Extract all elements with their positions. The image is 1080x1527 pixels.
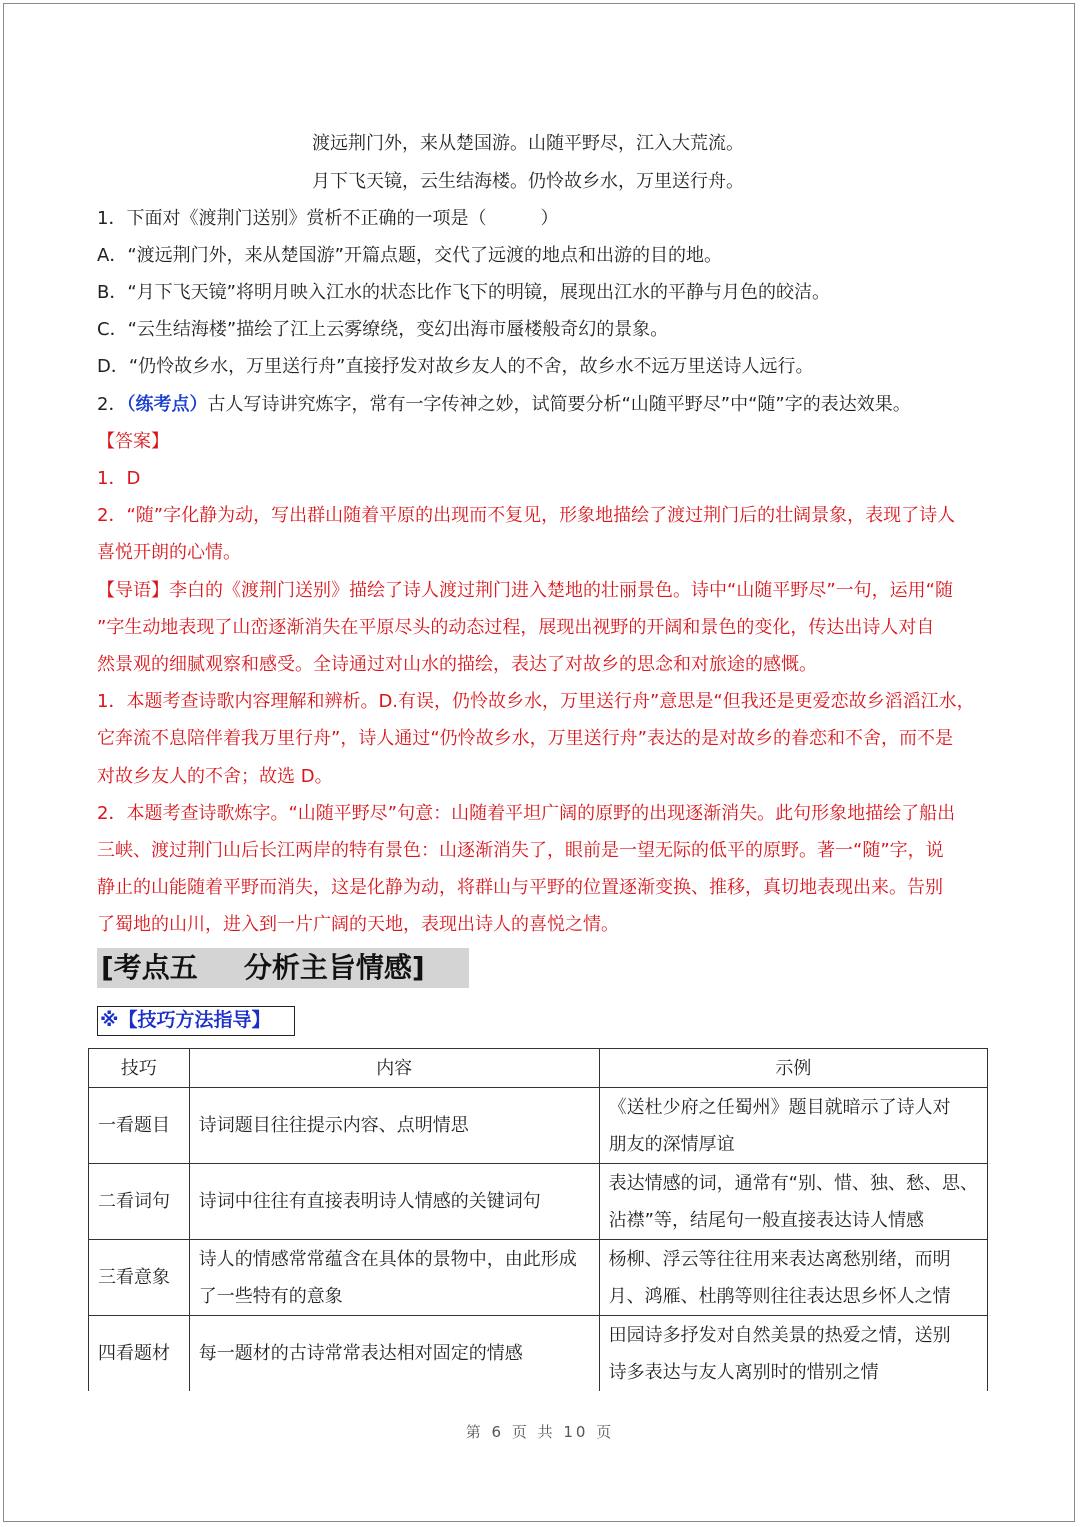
table-cell-example xyxy=(599,1240,987,1316)
question-2 xyxy=(97,393,911,417)
table-header-content: 内容 xyxy=(189,1049,599,1088)
answer-line-3: 喜悦开朗的心情。 xyxy=(97,542,241,563)
table-header-row xyxy=(89,1049,988,1088)
table-cell-example xyxy=(599,1088,987,1164)
option-b: B．“月下飞天镜”将明月映入江水的状态比作飞下的明镜，展现出江水的平静与月色的皎洁。 xyxy=(97,282,830,303)
poem-line-2: 月下飞天镜，云生结海楼。仍怜故乡水，万里送行舟。 xyxy=(312,171,744,192)
guide-line-4: 1．本题考查诗歌内容理解和辨析。D.有误，仍怜故乡水，万里送行舟”意思是“但我还是更爱恋故乡滔滔江水， xyxy=(97,691,975,712)
table-row xyxy=(89,1316,988,1392)
section-heading-part2: 分析主旨情感] xyxy=(243,951,425,984)
cell-text: 沾襟”等，结尾句一般直接表达诗人情感 xyxy=(608,1209,924,1231)
table-cell-example xyxy=(599,1316,987,1392)
table-header-example: 示例 xyxy=(599,1049,987,1088)
section-heading xyxy=(101,950,425,986)
guide-line-1: 【导语】李白的《渡荆门送别》描绘了诗人渡过荆门进入楚地的壮丽景色。诗中“山随平野尽”一句，运用“随 xyxy=(97,580,953,601)
cell-text: 月、鸿雁、杜鹃等则往往表达思乡怀人之情 xyxy=(608,1285,951,1307)
cell-text: 诗词中往往有直接表明诗人情感的关键词句 xyxy=(198,1191,541,1212)
option-c: C．“云生结海楼”描绘了江上云雾缭绕，变幻出海市蜃楼般奇幻的景象。 xyxy=(97,319,669,340)
table-cell-example xyxy=(599,1164,987,1240)
table-cell-content xyxy=(189,1240,599,1316)
poem-line-1: 渡远荆门外，来从楚国游。山随平野尽，江入大荒流。 xyxy=(312,133,744,154)
guide-line-2: ”字生动地表现了山峦逐渐消失在平原尽头的动态过程，展现出视野的开阔和景色的变化，传达出诗人对自 xyxy=(97,617,935,638)
answer-line-2: 2．“随”字化静为动，写出群山随着平原的出现而不复见，形象地描绘了渡过荆门后的壮阔景象，表现了诗人 xyxy=(97,505,956,526)
cell-text: 诗多表达与友人离别时的惜别之情 xyxy=(608,1361,879,1383)
cell-text: 诗词题目往往提示内容、点明情思 xyxy=(198,1115,469,1136)
question-2-text: 古人写诗讲究炼字，常有一字传神之妙，试简要分析“山随平野尽”中“随”字的表达效果。 xyxy=(207,394,911,415)
guide-line-10: 了蜀地的山川，进入到一片广阔的天地，表现出诗人的喜悦之情。 xyxy=(97,914,619,935)
guide-line-5: 它奔流不息陪伴着我万里行舟”，诗人通过“仍怜故乡水，万里送行舟”表达的是对故乡的眷恋和不舍，而不是 xyxy=(97,728,953,749)
table-cell-skill: 四看题材 xyxy=(89,1316,190,1392)
cell-text: 表达情感的词，通常有“别、惜、独、愁、思、 xyxy=(608,1172,978,1194)
guide-line-8: 三峡、渡过荆门山后长江两岸的特有景色：山逐渐消失了，眼前是一望无际的低平的原野。著一“随”字，说 xyxy=(97,840,944,861)
question-2-tag: （练考点） xyxy=(126,394,208,415)
cell-text: 田园诗多抒发对自然美景的热爱之情，送别 xyxy=(608,1324,951,1346)
table-cell-skill: 一看题目 xyxy=(89,1088,190,1164)
table-cell-content xyxy=(189,1316,599,1392)
answer-line-1: 1．D xyxy=(97,468,141,489)
table-row xyxy=(89,1164,988,1240)
table-cell-skill: 三看意象 xyxy=(89,1240,190,1316)
cell-text: 诗人的情感常常蕴含在具体的景物中，由此形成 xyxy=(198,1248,577,1270)
table-cell-content xyxy=(189,1088,599,1164)
option-d: D．“仍怜故乡水，万里送行舟”直接抒发对故乡友人的不舍，故乡水不远万里送诗人远行。 xyxy=(97,356,814,377)
cell-text: 了一些特有的意象 xyxy=(198,1285,343,1307)
guide-line-3: 然景观的细腻观察和感受。全诗通过对山水的描绘，表达了对故乡的思念和对旅途的感慨。 xyxy=(97,654,817,675)
subheading: ※【技巧方法指导】 xyxy=(97,1006,295,1036)
cell-text: 每一题材的古诗常常表达相对固定的情感 xyxy=(198,1343,523,1364)
answer-label: 【答案】 xyxy=(97,431,169,452)
page-footer: 第 6 页 共 10 页 xyxy=(465,1423,615,1441)
skills-table xyxy=(88,1048,988,1391)
option-a: A．“渡远荆门外，来从楚国游”开篇点题，交代了远渡的地点和出游的目的地。 xyxy=(97,245,722,266)
question-2-number: 2． xyxy=(97,394,127,415)
table-row xyxy=(89,1240,988,1316)
cell-text: 杨柳、浮云等往往用来表达离愁别绪，而明 xyxy=(608,1248,951,1270)
guide-line-7: 2．本题考查诗歌炼字。“山随平野尽”句意：山随着平坦广阔的原野的出现逐渐消失。此句形象地描绘了船出 xyxy=(97,803,956,824)
cell-text: 朋友的深情厚谊 xyxy=(608,1133,735,1155)
question-1: 1．下面对《渡荆门送别》赏析不正确的一项是（ ） xyxy=(97,208,559,229)
table-row xyxy=(89,1088,988,1164)
table-cell-skill: 二看词句 xyxy=(89,1164,190,1240)
table-header-skill: 技巧 xyxy=(89,1049,190,1088)
table-cell-content xyxy=(189,1164,599,1240)
section-heading-part1: [考点五 xyxy=(101,951,198,984)
guide-line-6: 对故乡友人的不舍；故选 D。 xyxy=(97,766,333,787)
cell-text: 《送杜少府之任蜀州》题目就暗示了诗人对 xyxy=(608,1096,951,1118)
guide-line-9: 静止的山能随着平野而消失，这是化静为动，将群山与平野的位置逐渐变换、推移，真切地表现出来。告别 xyxy=(97,877,943,898)
